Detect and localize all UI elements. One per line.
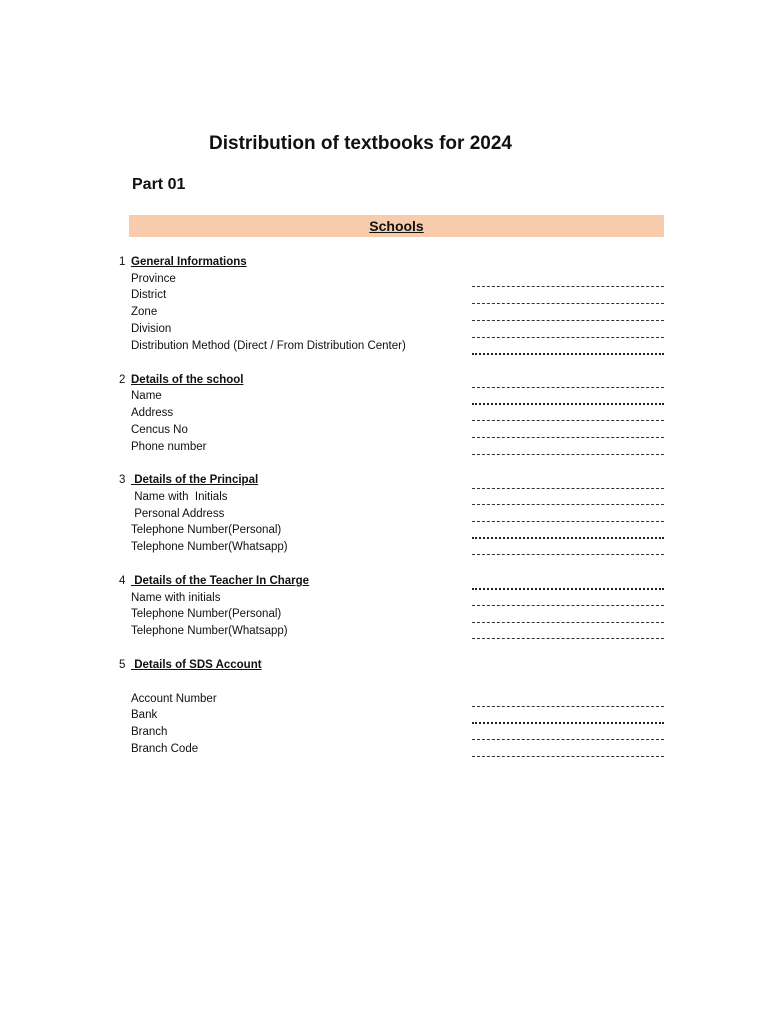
field-label-teacher-name: Name with initials: [131, 592, 221, 604]
fill-line-province[interactable]: [472, 286, 664, 287]
section-2-number: 2: [119, 374, 126, 386]
fill-line-branch[interactable]: [472, 739, 664, 740]
section-5-heading: Details of SDS Account: [131, 659, 262, 671]
section-1-heading: General Informations: [131, 256, 247, 268]
fill-line-bank[interactable]: [472, 722, 664, 724]
section-1-number: 1: [119, 256, 126, 268]
fill-line-teacher-heading[interactable]: [472, 588, 664, 590]
field-label-census-no: Cencus No: [131, 424, 188, 436]
field-label-principal-phone-personal: Telephone Number(Personal): [131, 524, 282, 536]
fill-line-school-address[interactable]: [472, 420, 664, 421]
fill-line-teacher-phone-whatsapp[interactable]: [472, 638, 664, 639]
fill-line-branch-code[interactable]: [472, 756, 664, 757]
field-label-account-number: Account Number: [131, 693, 217, 705]
schools-band: [129, 215, 664, 237]
field-label-teacher-phone-personal: Telephone Number(Personal): [131, 608, 282, 620]
section-5-number: 5: [119, 659, 126, 671]
section-4-number: 4: [119, 575, 126, 587]
section-3-number: 3: [119, 474, 126, 486]
part-title: Part 01: [132, 176, 186, 193]
section-2-heading: Details of the school: [131, 374, 244, 386]
fill-line-principal-address[interactable]: [472, 521, 664, 522]
field-label-teacher-phone-whatsapp: Telephone Number(Whatsapp): [131, 625, 288, 637]
field-label-branch: Branch: [131, 726, 168, 738]
field-label-principal-name: Name with Initials: [131, 491, 228, 503]
field-label-province: Province: [131, 273, 176, 285]
fill-line-census-no[interactable]: [472, 437, 664, 438]
fill-line-district[interactable]: [472, 303, 664, 304]
fill-line-principal-phone-whatsapp[interactable]: [472, 554, 664, 555]
fill-line-teacher-name[interactable]: [472, 605, 664, 606]
fill-line-account-number[interactable]: [472, 706, 664, 707]
field-label-distribution-method: Distribution Method (Direct / From Distribution Center): [131, 340, 406, 352]
section-3-heading: Details of the Principal: [131, 474, 259, 486]
field-label-phone-number: Phone number: [131, 441, 207, 453]
fill-line-school-name[interactable]: [472, 403, 664, 405]
fill-line-distribution-method[interactable]: [472, 353, 664, 355]
fill-line-principal-name[interactable]: [472, 504, 664, 505]
field-label-school-address: Address: [131, 407, 174, 419]
field-label-school-name: Name: [131, 390, 162, 402]
document-title: Distribution of textbooks for 2024: [209, 133, 512, 154]
field-label-principal-address: Personal Address: [131, 508, 225, 520]
fill-line-school-heading[interactable]: [472, 387, 664, 388]
field-label-division: Division: [131, 323, 172, 335]
fill-line-principal-phone-personal[interactable]: [472, 537, 664, 539]
fill-line-division[interactable]: [472, 337, 664, 338]
field-label-bank: Bank: [131, 709, 158, 721]
field-label-branch-code: Branch Code: [131, 743, 199, 755]
fill-line-phone-number[interactable]: [472, 454, 664, 455]
field-label-zone: Zone: [131, 306, 158, 318]
fill-line-teacher-phone-personal[interactable]: [472, 622, 664, 623]
section-4-heading: Details of the Teacher In Charge: [131, 575, 310, 587]
schools-band-label: Schools: [369, 218, 424, 234]
fill-line-zone[interactable]: [472, 320, 664, 321]
field-label-district: District: [131, 289, 167, 301]
field-label-principal-phone-whatsapp: Telephone Number(Whatsapp): [131, 541, 288, 553]
fill-line-principal-heading[interactable]: [472, 488, 664, 489]
